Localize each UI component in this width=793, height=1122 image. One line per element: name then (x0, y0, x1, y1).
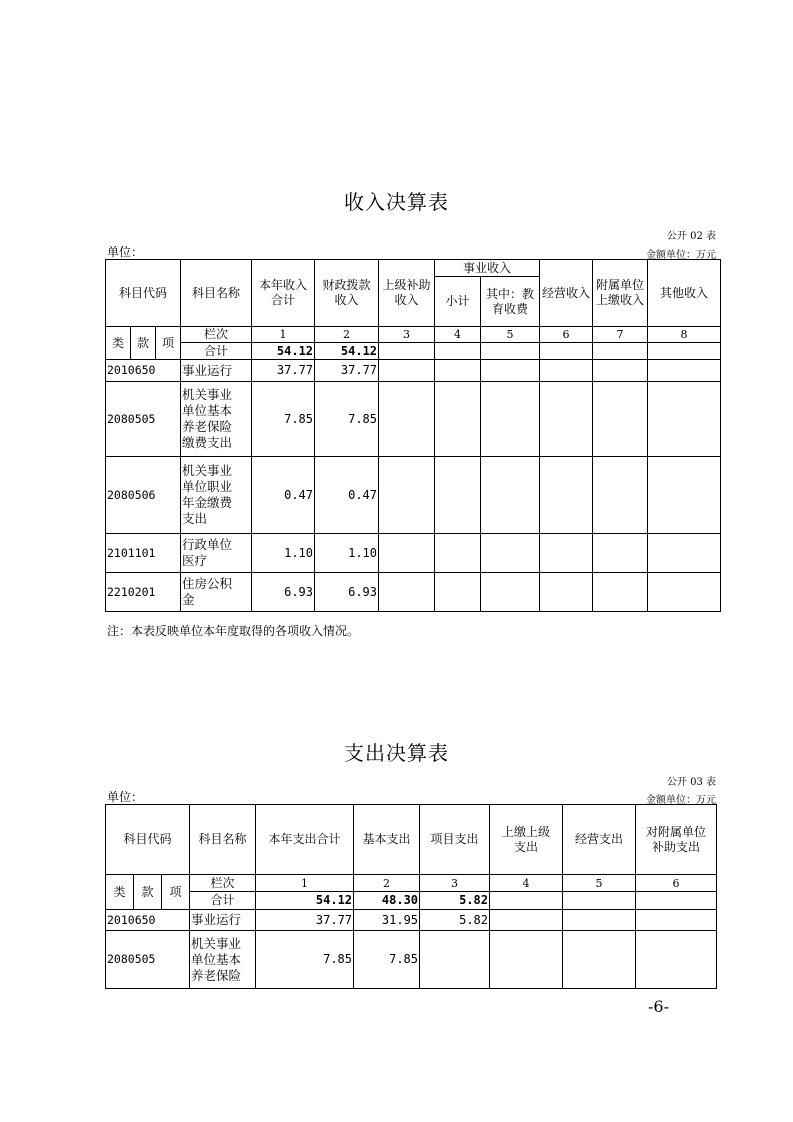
row-code: 2101101 (106, 534, 181, 573)
expense-basic-sum: 48.30 (354, 892, 420, 910)
expense-col-project-header: 项目支出 (420, 805, 490, 875)
income-amount-unit: 金额单位：万元 (646, 250, 716, 261)
expense-col-num: 5 (563, 875, 636, 892)
row-total: 0.47 (252, 457, 315, 534)
income-fiscal-sum: 54.12 (315, 343, 379, 360)
expense-lei-header: 类 (106, 875, 134, 910)
income-col-num: 5 (481, 327, 540, 343)
expense-xiang-header: 项 (162, 875, 190, 910)
expense-table-no: 公开 03 表 (666, 777, 716, 788)
income-col-code-header: 科目代码 (106, 260, 181, 327)
income-col-num: 2 (315, 327, 379, 343)
expense-col-num: 6 (636, 875, 717, 892)
expense-kuan-header: 款 (134, 875, 162, 910)
row-total: 6.93 (252, 573, 315, 612)
income-table-no: 公开 02 表 (666, 231, 716, 242)
income-col-business-header: 事业收入 (435, 260, 540, 277)
expense-col-num: 2 (354, 875, 420, 892)
expense-col-code-header: 科目代码 (106, 805, 190, 875)
income-kuan-header: 款 (131, 327, 156, 360)
row-code: 2010650 (106, 910, 190, 931)
row-fiscal: 6.93 (315, 573, 379, 612)
income-col-num: 7 (593, 327, 648, 343)
income-col-other-header: 其他收入 (648, 260, 721, 327)
income-col-num: 8 (648, 327, 721, 343)
row-total: 1.10 (252, 534, 315, 573)
expense-col-name-header: 科目名称 (190, 805, 256, 875)
expense-table (105, 804, 717, 989)
table-row (106, 573, 721, 612)
income-col-num: 6 (540, 327, 593, 343)
row-code: 2080505 (106, 931, 190, 989)
table-row (106, 534, 721, 573)
row-fiscal: 0.47 (315, 457, 379, 534)
income-table (105, 259, 721, 612)
income-total-sum: 54.12 (252, 343, 315, 360)
row-basic: 7.85 (354, 931, 420, 989)
income-heji-label: 合计 (181, 343, 252, 360)
income-col-total-header: 本年收入 合计 (252, 260, 315, 327)
expense-lanci-label: 栏次 (190, 875, 256, 892)
row-total: 7.85 (256, 931, 354, 989)
row-code: 2010650 (106, 360, 181, 382)
table-row (106, 457, 721, 534)
row-code: 2080505 (106, 382, 181, 457)
table-row (106, 910, 717, 931)
row-name: 机关事业 单位基本 养老保险 缴费支出 (181, 382, 252, 457)
row-name: 事业运行 (181, 360, 252, 382)
row-name: 事业运行 (190, 910, 256, 931)
expense-amount-unit: 金额单位：万元 (646, 795, 716, 806)
row-code: 2210201 (106, 573, 181, 612)
row-fiscal: 7.85 (315, 382, 379, 457)
income-lei-header: 类 (106, 327, 131, 360)
row-fiscal: 37.77 (315, 360, 379, 382)
row-project: 5.82 (420, 910, 490, 931)
page-number: -6- (648, 997, 669, 1016)
expense-col-num: 3 (420, 875, 490, 892)
expense-col-affiliate-header: 对附属单位 补助支出 (636, 805, 717, 875)
expense-total-sum: 54.12 (256, 892, 354, 910)
row-code: 2080506 (106, 457, 181, 534)
income-col-subsidy-header: 上级补助 收入 (379, 260, 435, 327)
row-basic: 31.95 (354, 910, 420, 931)
income-note: 注：本表反映单位本年度取得的各项收入情况。 (107, 624, 360, 638)
income-col-operating-header: 经营收入 (540, 260, 593, 327)
expense-col-operating-header: 经营支出 (563, 805, 636, 875)
expense-col-upper-header: 上缴上级 支出 (490, 805, 563, 875)
expense-project-sum: 5.82 (420, 892, 490, 910)
income-lanci-label: 栏次 (181, 327, 252, 343)
income-col-num: 1 (252, 327, 315, 343)
income-col-num: 4 (435, 327, 481, 343)
income-col-affiliate-header: 附属单位 上缴收入 (593, 260, 648, 327)
table-row (106, 382, 721, 457)
table-row (106, 931, 717, 989)
expense-title: 支出决算表 (344, 741, 449, 765)
income-col-subtotal-header: 小计 (435, 277, 481, 327)
row-name: 住房公积 金 (181, 573, 252, 612)
row-total: 37.77 (252, 360, 315, 382)
income-col-name-header: 科目名称 (181, 260, 252, 327)
expense-col-basic-header: 基本支出 (354, 805, 420, 875)
income-col-num: 3 (379, 327, 435, 343)
row-name: 行政单位 医疗 (181, 534, 252, 573)
income-unit-label: 单位： (107, 245, 144, 259)
row-name: 机关事业 单位基本 养老保险 (190, 931, 256, 989)
expense-col-num: 1 (256, 875, 354, 892)
table-row (106, 360, 721, 382)
income-title: 收入决算表 (344, 190, 449, 214)
row-fiscal: 1.10 (315, 534, 379, 573)
income-col-fiscal-header: 财政拨款 收入 (315, 260, 379, 327)
row-project (420, 931, 490, 989)
expense-heji-label: 合计 (190, 892, 256, 910)
income-col-edu-header: 其中：教 育收费 (481, 277, 540, 327)
expense-col-total-header: 本年支出合计 (256, 805, 354, 875)
row-total: 7.85 (252, 382, 315, 457)
row-total: 37.77 (256, 910, 354, 931)
row-name: 机关事业 单位职业 年金缴费 支出 (181, 457, 252, 534)
income-xiang-header: 项 (156, 327, 181, 360)
expense-unit-label: 单位： (107, 790, 144, 804)
expense-col-num: 4 (490, 875, 563, 892)
